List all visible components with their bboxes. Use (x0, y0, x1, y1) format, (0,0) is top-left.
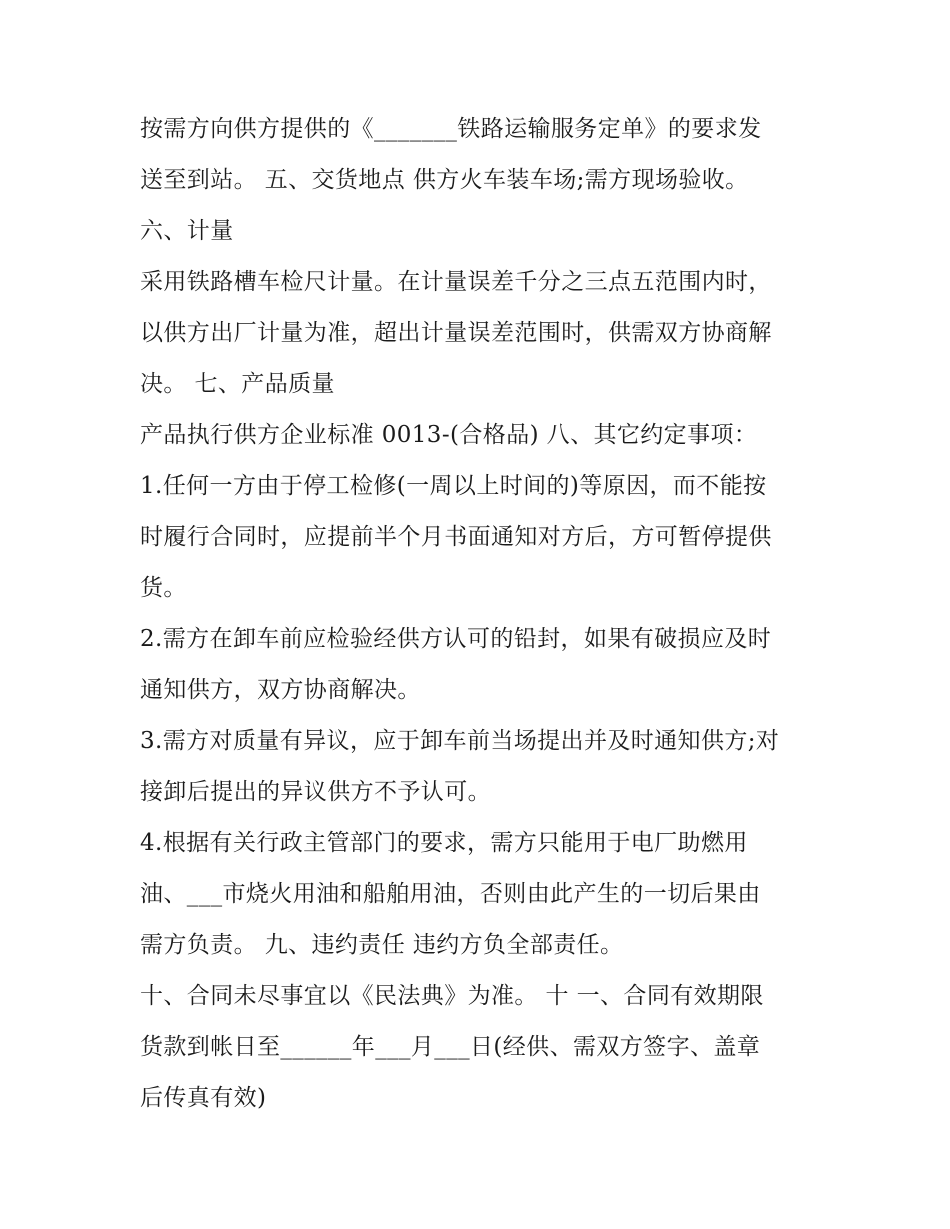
text-line-4: 采用铁路槽车检尺计量。在计量误差千分之三点五范围内时， (140, 269, 772, 295)
text-line-11: 2.需方在卸车前应检验经供方认可的铅封，如果有破损应及时 (140, 626, 772, 652)
text-line-5: 以供方出厂计量为准，超出计量误差范围时，供需双方协商解 (140, 320, 772, 346)
text-line-8: 1.任何一方由于停工检修(一周以上时间的)等原因，而不能按 (140, 473, 767, 499)
text-line-10: 货。 (140, 575, 187, 601)
text-line-18: 十、合同未尽事宜以《民法典》为准。 十 一、合同有效期限 (140, 983, 764, 1009)
text-line-7: 产品执行供方企业标准 0013-(合格品) 八、其它约定事项： (140, 422, 758, 448)
text-line-2: 送至到站。 五、交货地点 供方火车装车场;需方现场验收。 (140, 167, 749, 193)
contract-text-block (140, 104, 830, 1124)
text-line-17: 需方负责。 九、违约责任 违约方负全部责任。 (140, 932, 624, 958)
text-line-12: 通知供方，双方协商解决。 (140, 677, 421, 703)
text-line-20: 后传真有效) (140, 1085, 267, 1111)
text-line-15: 4.根据有关行政主管部门的要求，需方只能用于电厂助燃用 (140, 830, 748, 856)
text-line-14: 接卸后提出的异议供方不予认可。 (140, 779, 491, 805)
text-line-19: 货款到帐日至______年___月___日(经供、需双方签字、盖章 (140, 1034, 761, 1060)
text-line-1: 按需方向供方提供的《_______铁路运输服务定单》的要求发 (140, 116, 762, 142)
text-line-16: 油、___市烧火用油和船舶用油，否则由此产生的一切后果由 (140, 881, 761, 907)
text-line-3: 六、计量 (140, 218, 234, 244)
text-line-13: 3.需方对质量有异议，应于卸车前当场提出并及时通知供方;对 (140, 728, 780, 754)
text-line-6: 决。 七、产品质量 (140, 371, 335, 397)
text-line-9: 时履行合同时，应提前半个月书面通知对方后，方可暂停提供 (140, 524, 772, 550)
